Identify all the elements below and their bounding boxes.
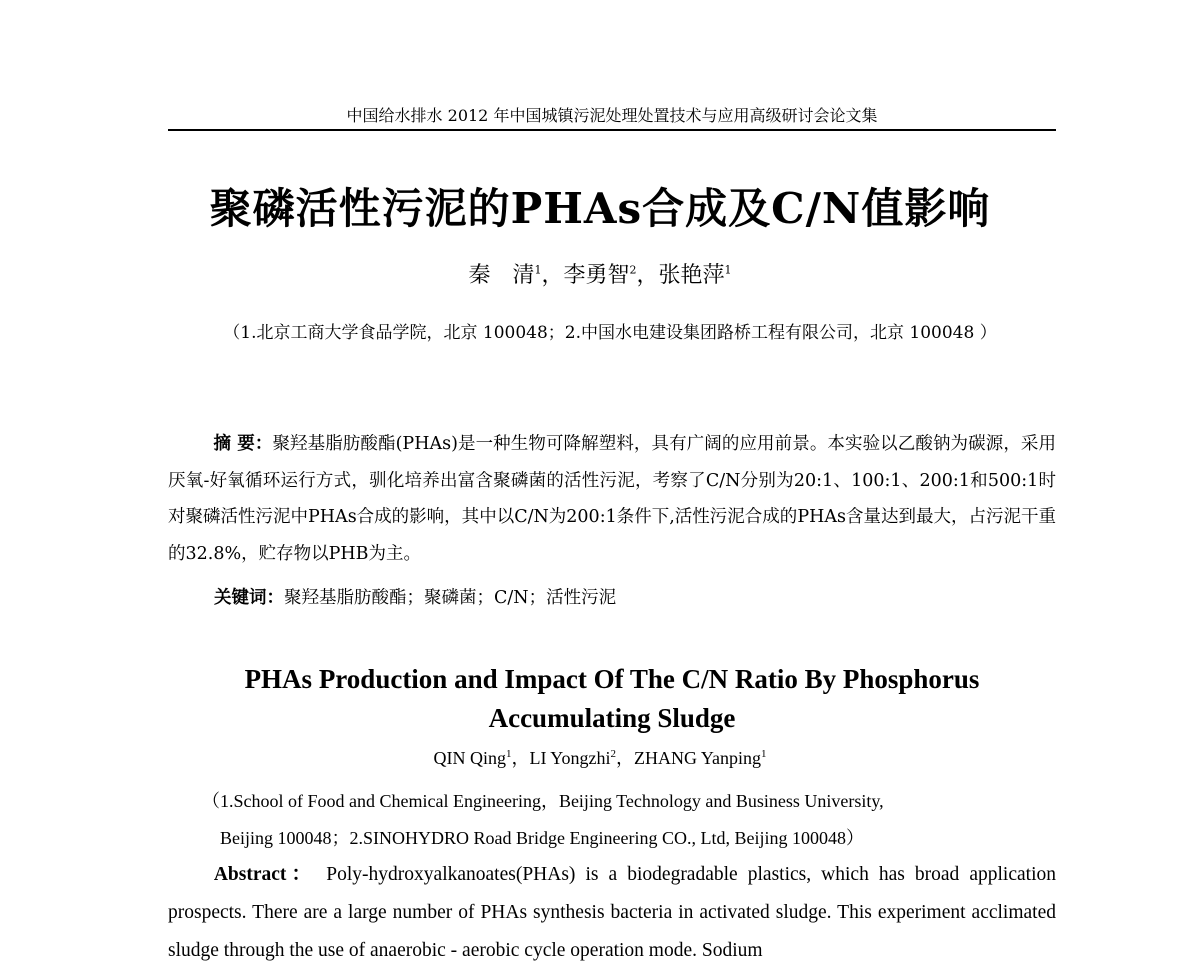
author-separator: ， bbox=[616, 748, 634, 768]
author-name: 李勇智 bbox=[563, 263, 630, 288]
running-header bbox=[168, 103, 1056, 131]
running-title: 中国给水排水 2012 年中国城镇污泥处理处置技术与应用高级研讨会论文集 bbox=[346, 106, 878, 125]
affiliation-chinese: （1.北京工商大学食品学院，北京 100048；2.中国水电建设集团路桥工程有限公司，北京 100048 ） bbox=[223, 323, 997, 343]
keywords-chinese bbox=[214, 584, 1054, 609]
title-english: PHAs Production and Impact Of The C/N Ratio By Phosphorus Accumulating Sludge bbox=[244, 664, 980, 733]
author-affil-mark: 1 bbox=[724, 263, 732, 277]
author-name: QIN Qing bbox=[433, 748, 506, 768]
authors-chinese bbox=[0, 258, 1200, 289]
affiliation-line-1: （1.School of Food and Chemical Engineering，Beijing Technology and Business University, bbox=[202, 791, 884, 811]
author-name: ZHANG Yanping bbox=[634, 748, 762, 768]
abstract-text: Poly-hydroxyalkanoates(PHAs) is a biodegradable plastics, which has broad application prospects. There are a large number of PHAs synthesis bacteria in activated sludge. This experiment acclimated sludge through the use of anaerobic - aerobic cycle operation mode. Sodium bbox=[168, 864, 1056, 961]
author-separator: ， bbox=[541, 263, 564, 288]
affiliation-english bbox=[190, 783, 1040, 857]
author-affil-mark: 2 bbox=[629, 263, 637, 277]
keywords-text: 聚羟基脂肪酸酯；聚磷菌；C/N；活性污泥 bbox=[284, 588, 617, 608]
abstract-label: 摘 要： bbox=[213, 434, 273, 454]
abstract-english bbox=[168, 856, 1056, 970]
affiliation-line-2: Beijing 100048；2.SINOHYDRO Road Bridge Engineering CO., Ltd, Beijing 100048） bbox=[220, 828, 864, 848]
author-separator: ， bbox=[636, 263, 659, 288]
abstract-chinese bbox=[168, 426, 1056, 572]
author-affil-mark: 1 bbox=[505, 748, 512, 760]
author-name: 张艳萍 bbox=[658, 263, 725, 288]
abstract-label: Abstract： bbox=[213, 864, 317, 885]
authors-english bbox=[0, 744, 1200, 770]
keywords-label: 关键词： bbox=[214, 588, 284, 608]
abstract-text: 聚羟基脂肪酸酯(PHAs)是一种生物可降解塑料，具有广阔的应用前景。本实验以乙酸钠为碳源，采用厌氧-好氧循环运行方式，驯化培养出富含聚磷菌的活性污泥，考察了C/N分别为20:1、100:1、200:1和500:1时对聚磷活性污泥中PHAs合成的影响，其中以C/N为200:1条件下,活性污泥合成的PHAs含量达到最大，占污泥干重的32.8%，贮存物以PHB为主。 bbox=[168, 434, 1057, 564]
author-name: LI Yongzhi bbox=[529, 748, 611, 768]
author-affil-mark: 1 bbox=[534, 263, 542, 277]
author-affil-mark: 1 bbox=[761, 748, 767, 760]
author-separator: ， bbox=[511, 748, 530, 768]
author-affil-mark: 2 bbox=[610, 748, 616, 760]
author-name: 秦 清 bbox=[468, 263, 535, 288]
title-chinese: 聚磷活性污泥的PHAs合成及C/N值影响 bbox=[209, 184, 991, 233]
